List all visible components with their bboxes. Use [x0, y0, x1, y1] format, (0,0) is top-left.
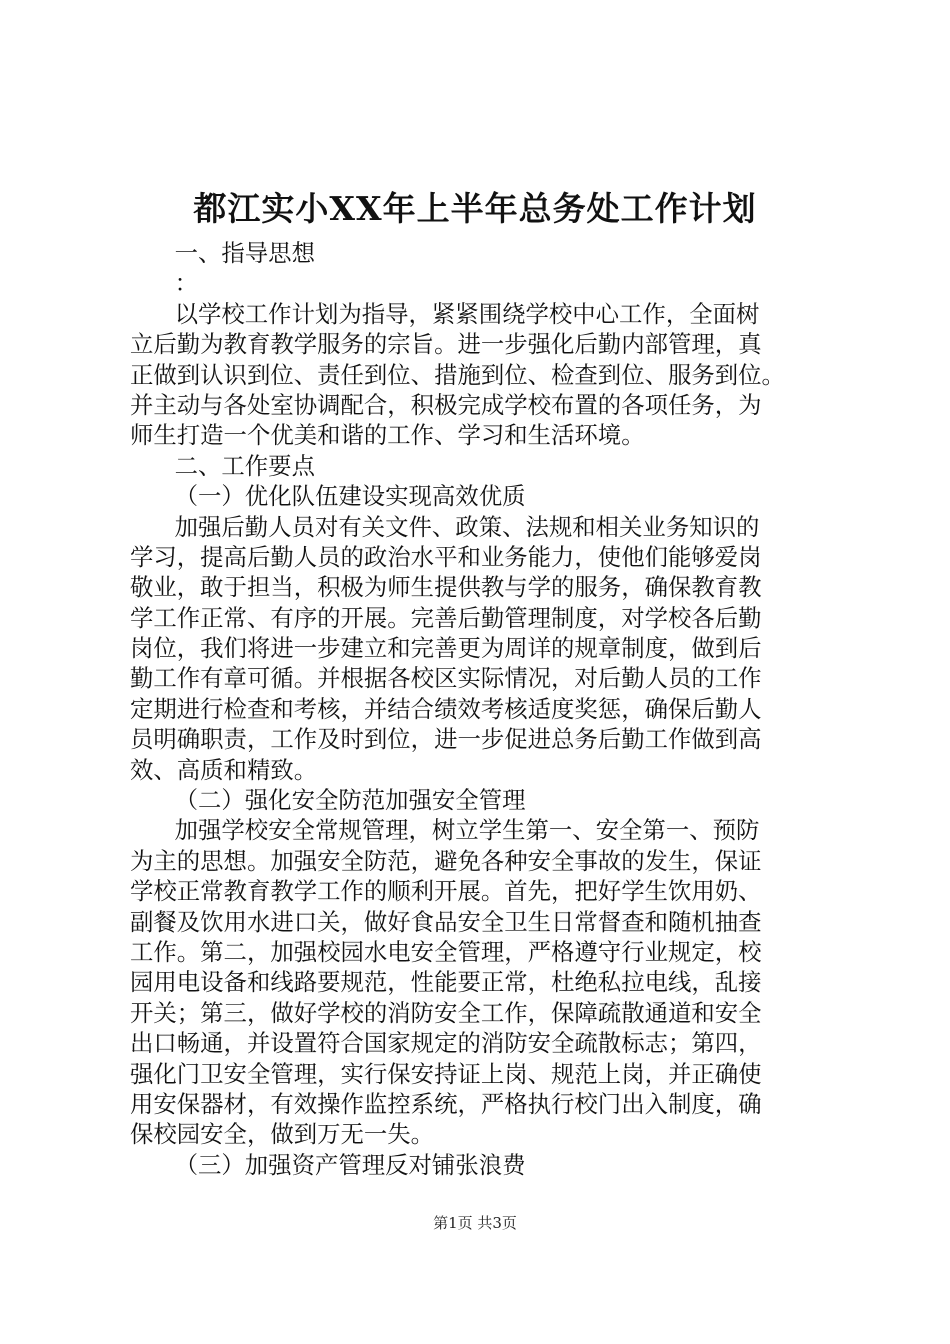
text-line: 出口畅通，并设置符合国家规定的消防安全疏散标志；第四， [130, 1029, 762, 1058]
text-line: 学校正常教育教学工作的顺利开展。首先，把好学生饮用奶、 [130, 877, 762, 906]
page-number: 第1页 共3页 [433, 1214, 517, 1232]
text-line: 定期进行检查和考核，并结合绩效考核适度奖惩，确保后勤人 [130, 694, 762, 723]
text-line: 工作。第二，加强校园水电安全管理，严格遵守行业规定，校 [130, 937, 762, 966]
text-line: （二）强化安全防范加强安全管理 [130, 786, 526, 815]
text-line: 效、高质和精致。 [130, 755, 318, 784]
text-line: 副餐及饮用水进口关，做好食品安全卫生日常督查和随机抽查 [130, 907, 762, 936]
text-line: 二、工作要点 [130, 451, 315, 480]
text-line: 一、指导思想 [130, 239, 315, 267]
text-line: 员明确职责，工作及时到位，进一步促进总务后勤工作做到高 [130, 725, 762, 754]
text-line: 加强后勤人员对有关文件、政策、法规和相关业务知识的 [130, 512, 760, 541]
text-line: 学习，提高后勤人员的政治水平和业务能力，使他们能够爱岗 [130, 542, 762, 571]
text-line: 强化门卫安全管理，实行保安持证上岗、规范上岗，并正确使 [130, 1059, 762, 1088]
text-line: ： [130, 269, 199, 298]
text-line: 为主的思想。加强安全防范，避免各种安全事故的发生，保证 [130, 846, 762, 875]
text-line: 开关；第三，做好学校的消防安全工作，保障疏散通道和安全 [130, 998, 762, 1027]
text-line: 勤工作有章可循。并根据各校区实际情况，对后勤人员的工作 [130, 664, 762, 693]
text-line: 师生打造一个优美和谐的工作、学习和生活环境。 [130, 421, 645, 450]
text-line: 敬业，敢于担当，积极为师生提供教与学的服务，确保教育教 [130, 573, 762, 602]
text-line: （三）加强资产管理反对铺张浪费 [130, 1150, 526, 1179]
text-line: 岗位，我们将进一步建立和完善更为周详的规章制度，做到后 [130, 634, 762, 663]
text-line: 并主动与各处室协调配合，积极完成学校布置的各项任务，为 [130, 390, 762, 419]
text-line: 立后勤为教育教学服务的宗旨。进一步强化后勤内部管理，真 [130, 330, 762, 359]
text-line: 园用电设备和线路要规范，性能要正常，杜绝私拉电线，乱接 [130, 968, 762, 997]
text-line: 正做到认识到位、责任到位、措施到位、检查到位、服务到位。 [130, 360, 785, 389]
text-line: 用安保器材，有效操作监控系统，严格执行校门出入制度，确 [130, 1089, 762, 1118]
document-title: 都江实小XX年上半年总务处工作计划 [193, 189, 757, 228]
text-line: （一）优化队伍建设实现高效优质 [130, 482, 526, 511]
text-line: 学工作正常、有序的开展。完善后勤管理制度，对学校各后勤 [130, 603, 762, 632]
text-line: 以学校工作计划为指导，紧紧围绕学校中心工作，全面树 [130, 299, 760, 328]
document-body [130, 238, 832, 1180]
text-line: 保校园安全，做到万无一失。 [130, 1120, 435, 1149]
text-line: 加强学校安全常规管理，树立学生第一、安全第一、预防 [130, 816, 760, 845]
